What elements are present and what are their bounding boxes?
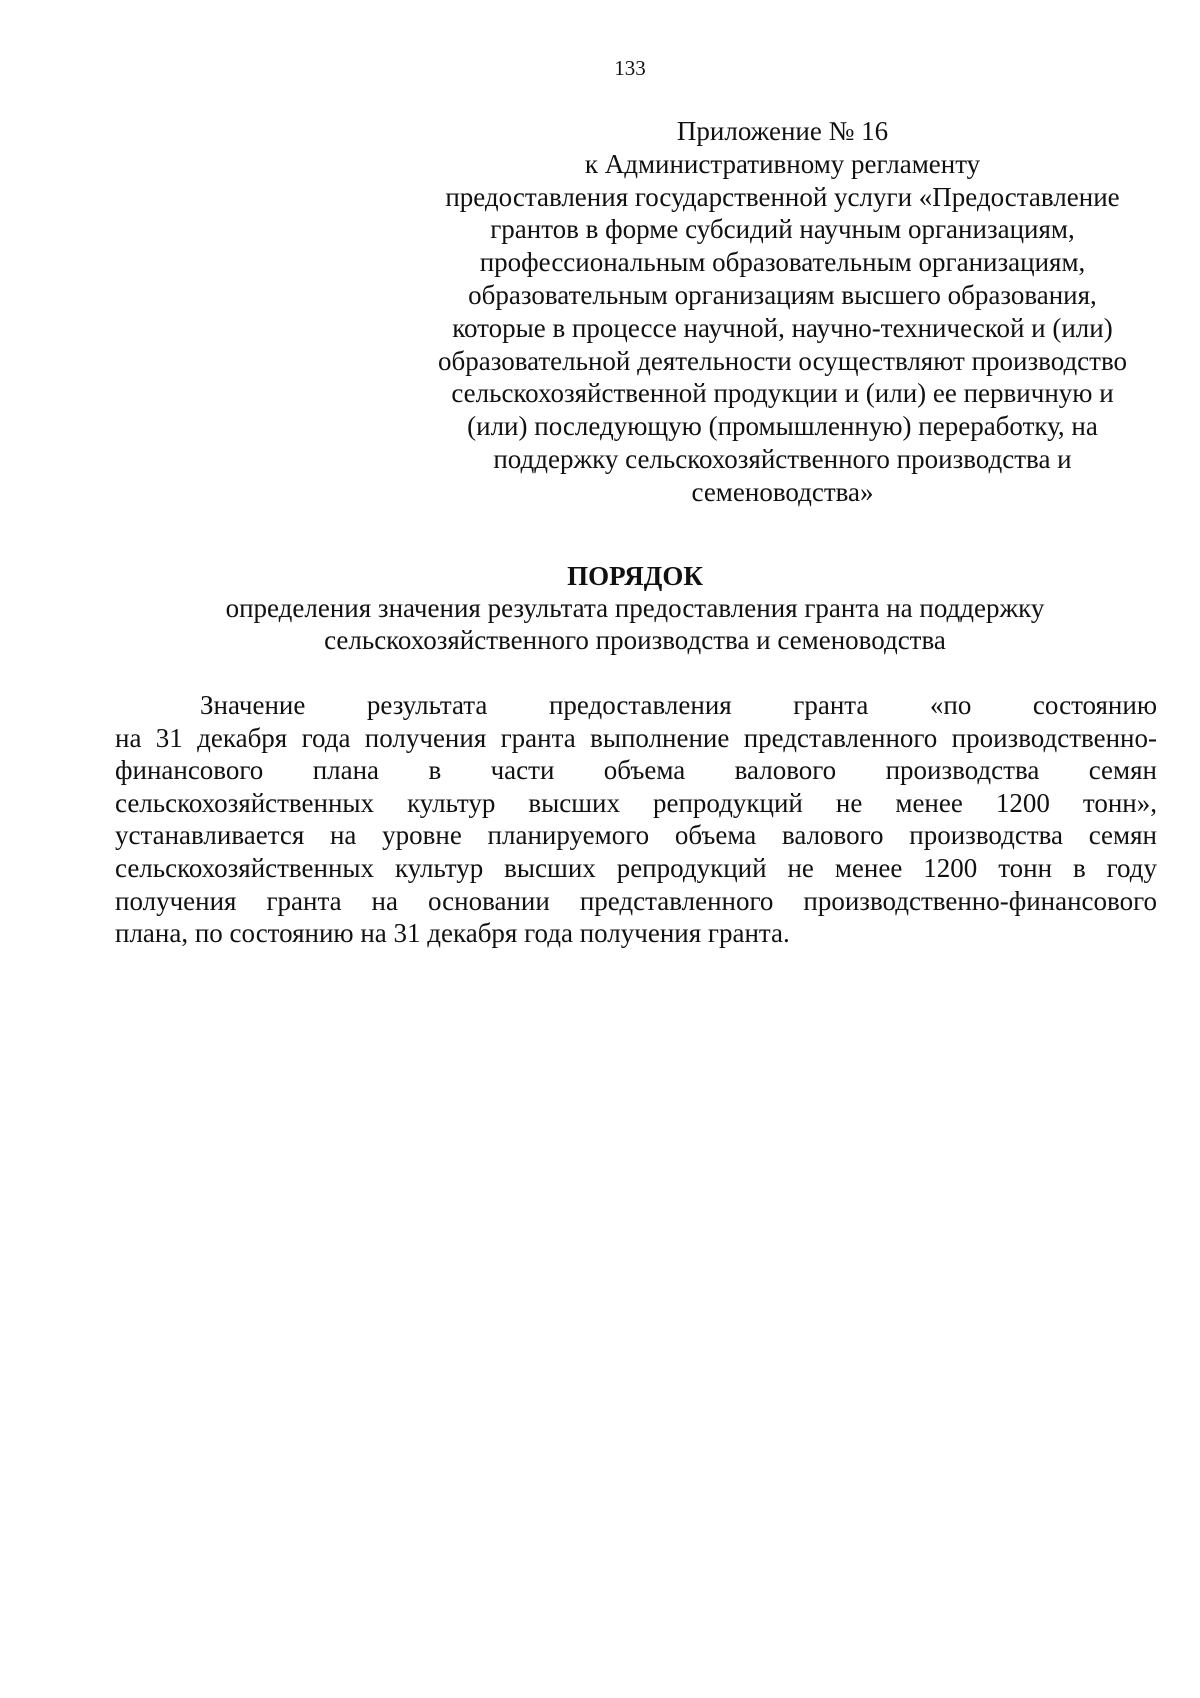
paragraph-line: устанавливается на уровне планируемого объема валового производства семян — [115, 820, 1157, 851]
paragraph-line: сельскохозяйственных культур высших репродукций не менее 1200 тонн», — [115, 787, 1157, 818]
paragraph-line: плана, по состоянию на 31 декабря года получения гранта. — [115, 918, 790, 949]
document-heading — [0, 560, 1200, 656]
appendix-line: семеноводства» — [691, 476, 874, 507]
appendix-line: сельскохозяйственной продукции и (или) ее первичную и — [451, 378, 1114, 409]
appendix-line: (или) последующую (промышленную) переработку, на — [467, 411, 1098, 442]
appendix-line: образовательной деятельности осуществляют производство — [437, 345, 1128, 376]
paragraph-line: финансового плана в части объема валового производства семян — [115, 755, 1157, 786]
appendix-line: грантов в форме субсидий научным организациям, — [490, 214, 1075, 245]
appendix-line: поддержку сельскохозяйственного производства и — [493, 443, 1072, 474]
document-subtitle-line: определения значения результата предоставления гранта на поддержку — [225, 593, 1045, 623]
appendix-line: образовательным организациям высшего образования, — [468, 279, 1097, 310]
page-number: 133 — [614, 56, 646, 80]
appendix-line: предоставления государственной услуги «Предоставление — [445, 181, 1120, 212]
paragraph-line: Значение результата предоставления гранта «по состоянию — [200, 690, 1157, 720]
appendix-line: которые в процессе научной, научно-технической и (или) — [452, 312, 1113, 343]
document-subtitle-line: сельскохозяйственного производства и семеноводства — [324, 625, 946, 655]
appendix-line: к Административному регламенту — [584, 148, 981, 179]
document-title: ПОРЯДОК — [567, 561, 703, 591]
body-paragraph — [115, 689, 1157, 950]
appendix-line: профессиональным образовательным организациям, — [479, 247, 1086, 278]
paragraph-line: получения гранта на основании представленного производственно-финансового — [115, 885, 1157, 916]
appendix-line: Приложение № 16 — [676, 116, 889, 146]
appendix-header — [410, 115, 1155, 509]
paragraph-line: на 31 декабря года получения гранта выполнение представленного производственно- — [115, 722, 1157, 753]
paragraph-line: сельскохозяйственных культур высших репродукций не менее 1200 тонн в году — [115, 852, 1157, 883]
